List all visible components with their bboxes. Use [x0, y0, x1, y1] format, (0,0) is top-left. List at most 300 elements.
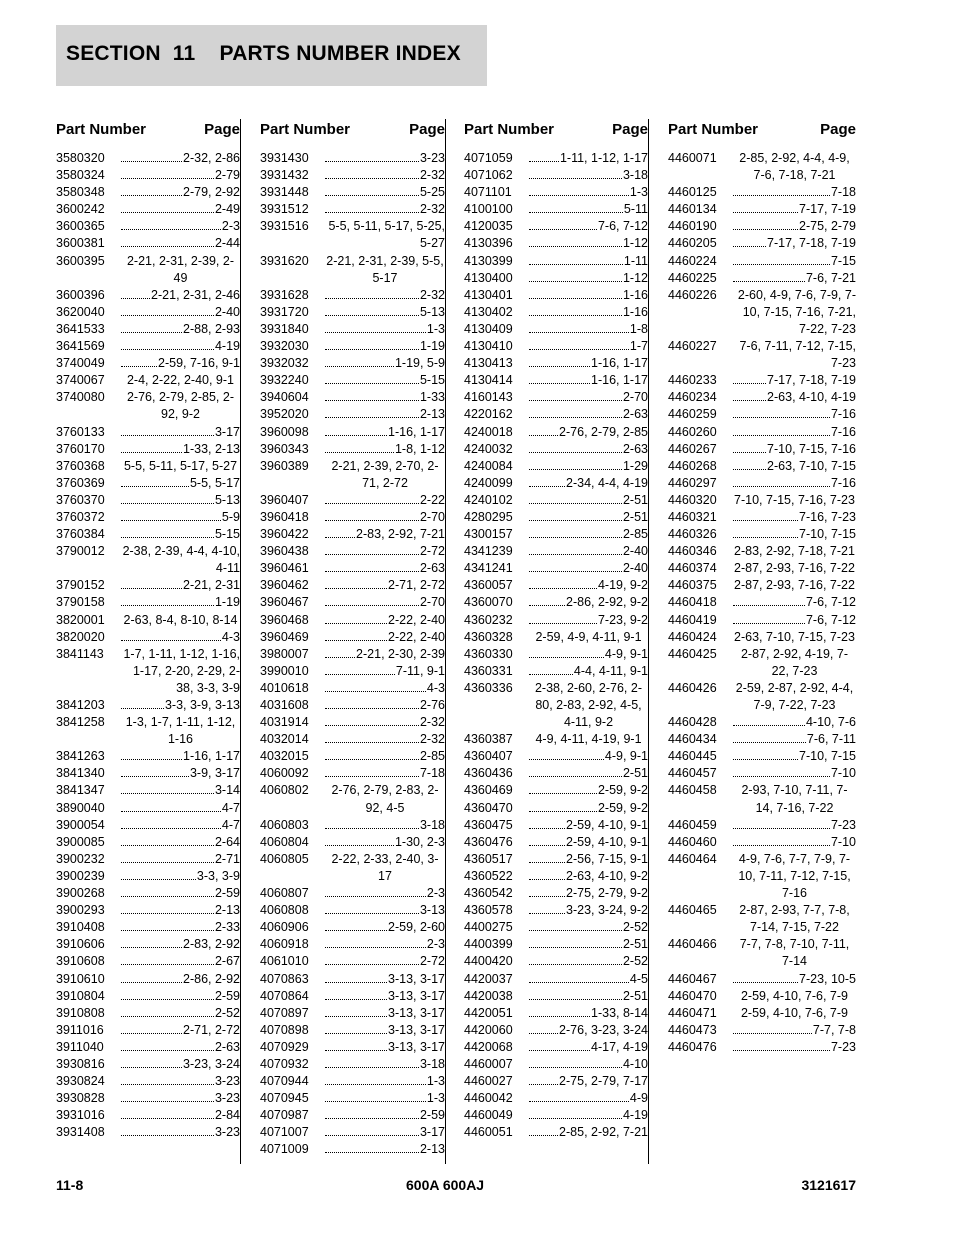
page-refs [325, 389, 445, 406]
page-ref-text: 2-76, 2-79, 2-83, 2-92, 4-5 [331, 783, 439, 815]
page-ref-text: 2-71, 2-72 [183, 1022, 240, 1037]
index-entry [56, 526, 240, 543]
part-number: 4460374 [668, 561, 717, 576]
dot-leader [529, 902, 565, 914]
page-refs [529, 1022, 648, 1039]
part-number: 3910408 [56, 920, 105, 935]
page-refs [325, 902, 445, 919]
dot-leader [121, 594, 214, 606]
index-entry [260, 577, 445, 594]
page-ref-text: 2-75, 2-79, 7-17 [559, 1074, 648, 1089]
header-part-number: Part Number [464, 121, 555, 138]
page-ref-text: 2-59, 4-10, 7-6, 7-9 [740, 1005, 848, 1020]
header-part-number: Part Number [260, 121, 351, 138]
index-entry [260, 526, 445, 543]
part-number: 3960343 [260, 441, 309, 456]
page-refs [325, 441, 445, 458]
part-number: 4460425 [668, 646, 717, 661]
dot-leader [529, 441, 622, 453]
index-entry [464, 1107, 648, 1124]
page-refs [325, 184, 445, 201]
part-number: 4400275 [464, 920, 513, 935]
page-refs [121, 868, 240, 885]
dot-leader [733, 201, 798, 213]
page-refs [529, 338, 648, 355]
part-number: 4341241 [464, 561, 513, 576]
part-number: 4360476 [464, 834, 513, 849]
part-number: 3931432 [260, 168, 309, 183]
part-number: 3760368 [56, 458, 105, 473]
index-entry [260, 851, 445, 885]
page-refs [529, 1073, 648, 1090]
entry-list [464, 150, 648, 1141]
page-refs [529, 834, 648, 851]
page-ref-text: 2-83, 2-92, 7-18, 7-21 [734, 544, 855, 559]
index-entry [668, 441, 856, 458]
page-ref-text: 7-6, 7-11 [806, 732, 856, 747]
index-column-4 [668, 119, 856, 1164]
part-number: 4460445 [668, 749, 717, 764]
part-number: 4070929 [260, 1039, 309, 1054]
page-ref-text: 2-83, 2-92, 7-21 [356, 527, 445, 542]
dot-leader [529, 936, 622, 948]
column-header [260, 119, 445, 143]
page-refs [529, 235, 648, 252]
part-number: 4100100 [464, 202, 513, 217]
page-refs [121, 389, 240, 423]
page-refs [529, 1124, 648, 1141]
page-refs [733, 287, 856, 338]
dot-leader [121, 1022, 182, 1034]
page-refs [121, 218, 240, 235]
index-entry [668, 577, 856, 594]
page-ref-text: 1-8 [629, 321, 648, 336]
index-entry [56, 919, 240, 936]
dot-leader [529, 235, 622, 247]
page-refs [529, 663, 648, 680]
part-number: 3820001 [56, 612, 105, 627]
part-number: 4460134 [668, 202, 717, 217]
part-number: 3930816 [56, 1056, 105, 1071]
page-refs [733, 936, 856, 970]
page-ref-text: 2-52 [214, 1005, 240, 1020]
page-refs [529, 988, 648, 1005]
index-entry [668, 560, 856, 577]
page-refs [325, 1107, 445, 1124]
page-refs [121, 697, 240, 714]
index-entry [668, 543, 856, 560]
index-entry [56, 885, 240, 902]
page-refs [121, 1056, 240, 1073]
page-ref-text: 3-13, 3-17 [388, 1039, 445, 1054]
page-refs [529, 885, 648, 902]
section-title: SECTION 11 PARTS NUMBER INDEX [66, 42, 461, 65]
part-number: 3990010 [260, 663, 309, 678]
part-number: 3900239 [56, 868, 105, 883]
part-number: 3932030 [260, 339, 309, 354]
part-number: 4060803 [260, 817, 309, 832]
index-entry [668, 714, 856, 731]
dot-leader [529, 201, 623, 213]
part-number: 4060807 [260, 886, 309, 901]
page-refs [529, 560, 648, 577]
index-entry [260, 509, 445, 526]
dot-leader [529, 543, 622, 555]
page-refs [325, 953, 445, 970]
index-entry [260, 680, 445, 697]
index-entry [56, 834, 240, 851]
dot-leader [529, 988, 622, 1000]
page-ref-text: 4-7 [221, 817, 240, 832]
page-refs [121, 321, 240, 338]
dot-leader [529, 355, 590, 367]
column-header [668, 119, 856, 143]
part-number: 4120035 [464, 219, 513, 234]
part-number: 3841143 [56, 646, 104, 661]
part-number: 3760372 [56, 509, 105, 524]
index-entry [260, 543, 445, 560]
dot-leader [529, 509, 622, 521]
index-entry [668, 406, 856, 423]
page-refs [121, 355, 240, 372]
page-ref-text: 7-18 [419, 766, 445, 781]
part-number: 3910804 [56, 988, 105, 1003]
index-entry [668, 184, 856, 201]
part-number: 3911040 [56, 1039, 104, 1054]
part-number: 3960098 [260, 424, 309, 439]
index-entry [668, 492, 856, 509]
part-number: 4071009 [260, 1142, 309, 1157]
page-ref-text: 2-86, 2-92, 9-2 [566, 595, 648, 610]
page-ref-text: 2-87, 2-93, 7-16, 7-22 [734, 561, 855, 576]
page-ref-text: 2-38, 2-60, 2-76, 2-80, 2-83, 2-92, 4-5, 4-11, 9-2 [534, 680, 642, 730]
page-refs [121, 492, 240, 509]
dot-leader [121, 988, 214, 1000]
dot-leader [529, 1124, 558, 1136]
part-number: 3932240 [260, 373, 309, 388]
dot-leader [121, 868, 196, 880]
dot-leader [733, 1022, 812, 1034]
part-number: 4460224 [668, 253, 717, 268]
page-ref-text: 2-63 [214, 1039, 240, 1054]
part-number: 3641533 [56, 321, 105, 336]
index-entry [464, 782, 648, 799]
index-entry [668, 509, 856, 526]
index-entry [56, 1073, 240, 1090]
page-refs [733, 150, 856, 184]
dot-leader [325, 971, 387, 983]
page-refs [733, 184, 856, 201]
part-number: 4460428 [668, 715, 717, 730]
part-number: 4460233 [668, 373, 717, 388]
index-entry [260, 919, 445, 936]
dot-leader [529, 475, 565, 487]
index-entry [464, 543, 648, 560]
dot-leader [325, 372, 419, 384]
part-number: 4130396 [464, 236, 513, 251]
page-ref-text: 1-12 [622, 270, 648, 285]
page-ref-text: 2-75, 2-79, 9-2 [566, 886, 648, 901]
page-refs [733, 424, 856, 441]
index-entry [56, 800, 240, 817]
page-refs [733, 218, 856, 235]
part-number: 4070944 [260, 1074, 309, 1089]
page-refs [733, 577, 856, 594]
dot-leader [325, 287, 419, 299]
page-refs [529, 509, 648, 526]
page-ref-text: 3-14 [214, 783, 240, 798]
index-entry [668, 1022, 856, 1039]
dot-leader [733, 424, 830, 436]
page-ref-text: 4-10 [622, 1056, 648, 1071]
page-ref-text: 2-21, 2-39, 2-70, 2-71, 2-72 [331, 458, 439, 490]
page-refs [121, 885, 240, 902]
page-ref-text: 2-56, 7-15, 9-1 [566, 851, 648, 866]
part-number: 3841347 [56, 783, 105, 798]
page-refs [325, 150, 445, 167]
part-number: 3910808 [56, 1005, 105, 1020]
index-entry [668, 201, 856, 218]
page-ref-text: 4-4, 4-11, 9-1 [573, 663, 648, 678]
part-number: 4420060 [464, 1022, 513, 1037]
page-ref-text: 2-59, 4-10, 7-6, 7-9 [740, 988, 848, 1003]
page-refs [325, 714, 445, 731]
index-entry [464, 1090, 648, 1107]
page-refs [529, 1039, 648, 1056]
dot-leader [121, 885, 214, 897]
page-refs [325, 988, 445, 1005]
page-ref-text: 2-51 [622, 509, 648, 524]
index-entry [56, 988, 240, 1005]
page-ref-text: 1-16, 1-17 [591, 373, 648, 388]
dot-leader [529, 389, 622, 401]
dot-leader [121, 782, 214, 794]
index-entry [56, 936, 240, 953]
dot-leader [529, 1005, 590, 1017]
page-refs [733, 971, 856, 988]
part-number: 4420038 [464, 988, 513, 1003]
page-refs [325, 458, 445, 492]
part-number: 4360542 [464, 886, 513, 901]
dot-leader [325, 680, 426, 692]
page-refs [733, 1022, 856, 1039]
page-refs [529, 304, 648, 321]
part-number: 4460259 [668, 407, 717, 422]
part-number: 3760384 [56, 527, 105, 542]
page-refs [325, 594, 445, 611]
page-refs [529, 1056, 648, 1073]
page-ref-text: 2-21, 2-30, 2-39 [356, 646, 445, 661]
dot-leader [529, 1090, 629, 1102]
page-refs [121, 201, 240, 218]
part-number: 4360330 [464, 646, 513, 661]
index-entry [56, 851, 240, 868]
index-entry [668, 594, 856, 611]
page-refs [121, 1005, 240, 1022]
page-refs [325, 560, 445, 577]
page-refs [121, 167, 240, 184]
dot-leader [529, 800, 597, 812]
page-refs [325, 1005, 445, 1022]
page-refs [121, 287, 240, 304]
part-number: 3900293 [56, 903, 105, 918]
dot-leader [733, 971, 798, 983]
part-number: 4460470 [668, 988, 717, 1003]
dot-leader [529, 424, 558, 436]
page-ref-text: 5-15 [419, 373, 445, 388]
index-entry [56, 184, 240, 201]
part-number: 3931448 [260, 185, 309, 200]
page-refs [529, 782, 648, 799]
index-column-3 [464, 119, 649, 1164]
part-number: 3931620 [260, 253, 309, 268]
index-entry [464, 253, 648, 270]
dot-leader [325, 321, 426, 333]
page-ref-text: 2-60, 4-9, 7-6, 7-9, 7-10, 7-15, 7-16, 7-21, 7-22, 7-23 [737, 287, 856, 336]
page-refs [733, 629, 856, 646]
page-ref-text: 3-13, 3-17 [388, 988, 445, 1003]
index-entry [260, 782, 445, 816]
dot-leader [121, 902, 214, 914]
part-number: 4460267 [668, 441, 717, 456]
page-ref-text: 2-51 [622, 766, 648, 781]
part-number: 3931430 [260, 151, 309, 165]
page-refs [325, 1073, 445, 1090]
page-ref-text: 7-10 [830, 766, 856, 781]
page-ref-text: 3-23 [214, 1074, 240, 1089]
part-number: 4460268 [668, 458, 717, 473]
dot-leader [121, 697, 164, 709]
dot-leader [733, 458, 766, 470]
page-ref-text: 1-7, 1-11, 1-12, 1-16, 1-17, 2-20, 2-29, 2-38, 3-3, 3-9 [123, 646, 240, 695]
dot-leader [325, 1022, 387, 1034]
page-refs [529, 577, 648, 594]
page-refs [121, 1039, 240, 1056]
page-ref-text: 7-23, 9-2 [597, 612, 648, 627]
part-number: 3931628 [260, 287, 309, 302]
page-refs [733, 235, 856, 252]
index-column-1 [56, 119, 241, 1164]
dot-leader [121, 201, 214, 213]
page-ref-text: 1-16, 1-17 [388, 424, 445, 439]
index-entry [56, 475, 240, 492]
page-ref-text: 1-19 [419, 339, 445, 354]
part-number: 4130409 [464, 321, 513, 336]
page-ref-text: 3-18 [419, 1056, 445, 1071]
page-refs [325, 543, 445, 560]
page-refs [121, 953, 240, 970]
page-ref-text: 1-3 [426, 1074, 445, 1089]
page-ref-text: 2-51 [622, 937, 648, 952]
index-entry [260, 1141, 445, 1158]
page-refs [325, 646, 445, 663]
part-number: 4460125 [668, 185, 717, 200]
page-ref-text: 7-10, 7-15 [799, 527, 856, 542]
page-ref-text: 2-76, 3-23, 3-24 [559, 1022, 648, 1037]
index-entry [464, 936, 648, 953]
index-entry [668, 1005, 856, 1022]
header-part-number: Part Number [56, 121, 147, 138]
page-refs [325, 372, 445, 389]
part-number: 4060804 [260, 834, 309, 849]
part-number: 3931016 [56, 1108, 105, 1123]
part-number: 3960469 [260, 629, 309, 644]
page-ref-text: 4-19 [622, 1108, 648, 1123]
index-entry [260, 629, 445, 646]
part-number: 4160143 [464, 390, 513, 405]
page-refs [529, 424, 648, 441]
page-ref-text: 3-17 [419, 1125, 445, 1140]
part-number: 4460467 [668, 971, 717, 986]
dot-leader [325, 697, 419, 709]
index-entry [260, 834, 445, 851]
entry-list [668, 150, 856, 1056]
page-ref-text: 2-79 [214, 168, 240, 183]
entry-list [56, 150, 240, 1141]
index-entry [464, 441, 648, 458]
part-number: 3960462 [260, 578, 309, 593]
part-number: 4060918 [260, 937, 309, 952]
index-entry [464, 526, 648, 543]
page-ref-text: 3-23 [419, 151, 445, 165]
index-entry [464, 1073, 648, 1090]
page-refs [733, 765, 856, 782]
index-entry [668, 971, 856, 988]
part-number: 3932032 [260, 356, 309, 371]
page-refs [529, 800, 648, 817]
index-entry [464, 270, 648, 287]
part-number: 3740049 [56, 356, 105, 371]
part-number: 4460476 [668, 1039, 717, 1054]
page-ref-text: 2-63, 4-10, 9-2 [566, 868, 648, 883]
index-entry [260, 458, 445, 492]
page-refs [325, 1022, 445, 1039]
page-ref-text: 4-9, 4-11, 4-19, 9-1 [535, 732, 642, 747]
page-ref-text: 2-40 [622, 544, 648, 559]
part-number: 4130410 [464, 339, 513, 354]
dot-leader [121, 817, 221, 829]
page-ref-text: 1-12 [622, 236, 648, 251]
part-number: 4460473 [668, 1022, 717, 1037]
index-entry [260, 1056, 445, 1073]
header-page: Page [409, 121, 445, 138]
index-entry [260, 201, 445, 218]
page-refs [529, 543, 648, 560]
part-number: 4071062 [464, 168, 513, 183]
index-entry [668, 235, 856, 252]
part-number: 4360475 [464, 817, 513, 832]
part-number: 3841263 [56, 749, 105, 764]
dot-leader [325, 1039, 387, 1051]
index-entry [668, 612, 856, 629]
page-refs [325, 1039, 445, 1056]
part-number: 3841258 [56, 715, 105, 730]
page-ref-text: 2-63 [622, 441, 648, 456]
page-refs [733, 492, 856, 509]
part-number: 4460460 [668, 834, 717, 849]
index-entry [464, 560, 648, 577]
index-entry [464, 594, 648, 611]
page-ref-text: 2-51 [622, 492, 648, 507]
part-number: 3952020 [260, 407, 309, 422]
page-refs [121, 1022, 240, 1039]
page-ref-text: 7-6, 7-12 [597, 219, 648, 234]
page-refs [529, 218, 648, 235]
index-entry [56, 594, 240, 611]
dot-leader [121, 919, 214, 931]
part-number: 3931516 [260, 219, 309, 234]
page-refs [733, 372, 856, 389]
